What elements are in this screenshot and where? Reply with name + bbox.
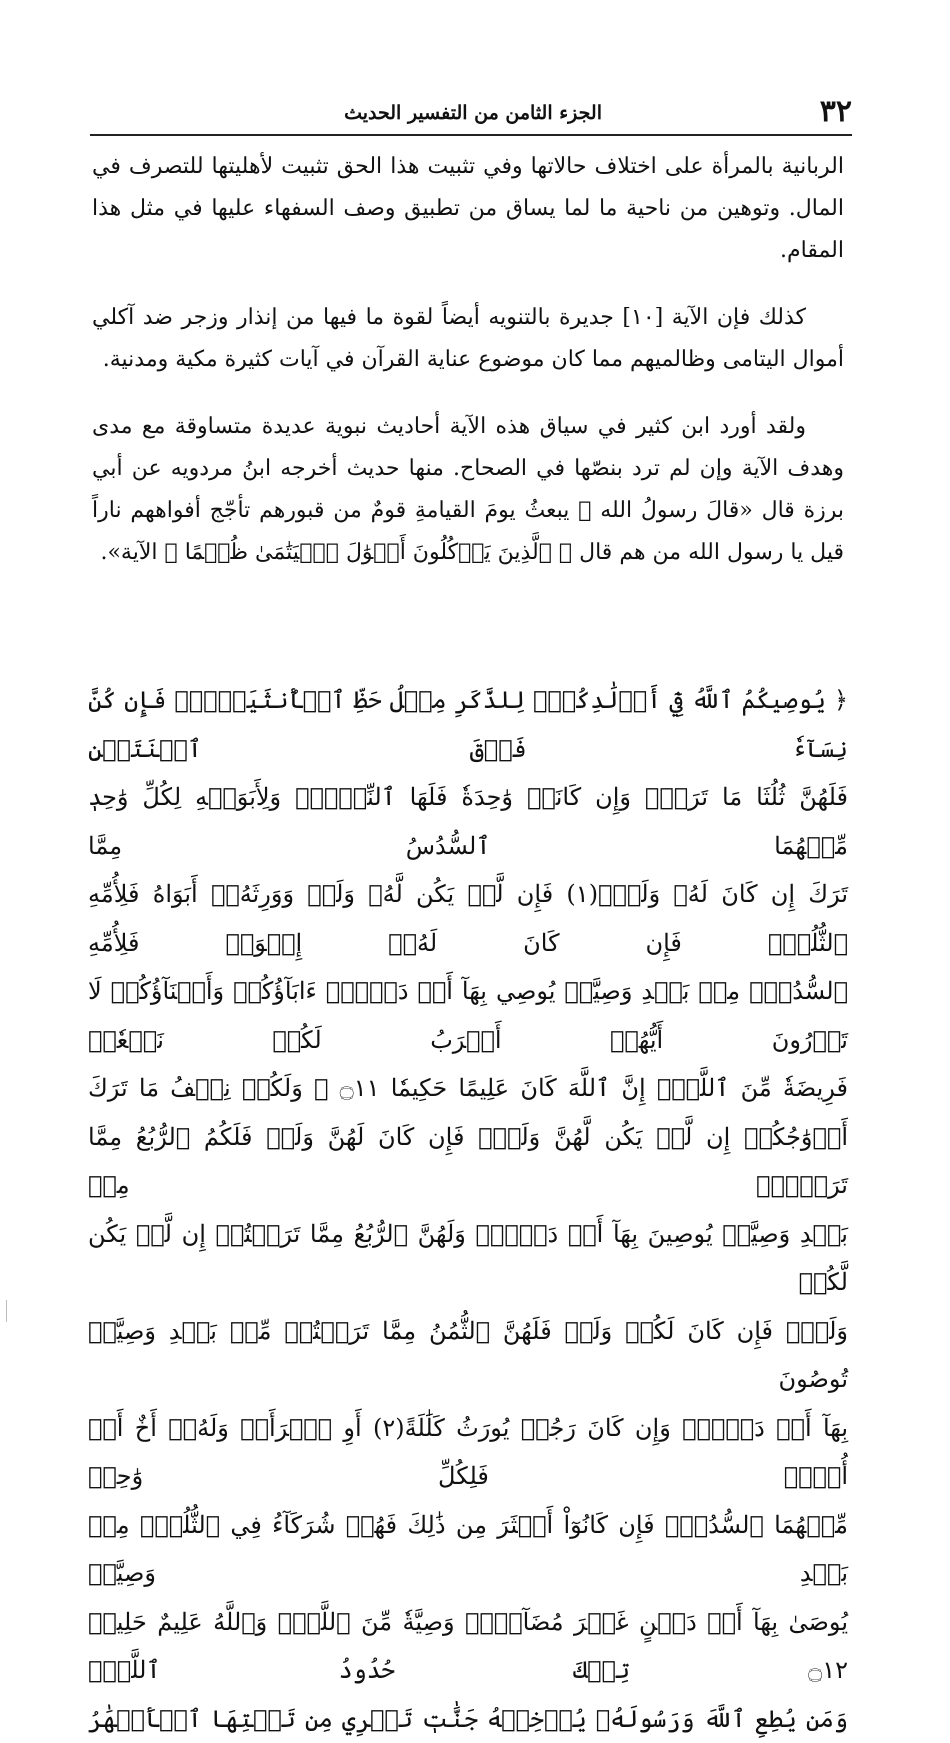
quran-line: وَلَدٞۚ فَإِن كَانَ لَكُمۡ وَلَدٞ فَلَهُنَّ ٱلثُّمُنُ مِمَّا تَرَكۡتُمۚ مِّنۢ بَعۡدِ وَصِيَّةٖ تُوصُونَ (88, 1307, 848, 1404)
commentary-text (92, 146, 844, 599)
quran-line: فَلَهُنَّ ثُلُثَا مَا تَرَكَۖ وَإِن كَانَتۡ وَٰحِدَةٗ فَلَهَا ٱلنِّصۡفُۚ وَلِأَبَوَيۡهِ لِكُلِّ وَٰحِدٖ مِّنۡهُمَا ٱلسُّدُسُ مِمَّا (88, 773, 848, 870)
header-divider (90, 134, 852, 136)
scan-margin-mark (6, 1300, 11, 1322)
quran-passage (88, 676, 848, 1743)
running-title: الجزء الثامن من التفسير الحديث (344, 98, 602, 128)
quran-line: وَمَن يُطِعِ ٱللَّهَ وَرَسُولَهُۥ يُدۡخِلۡهُ جَنَّٰتٖ تَجۡرِي مِن تَحۡتِهَا ٱلۡأَنۡهَٰرُ (88, 1695, 848, 1743)
paragraph: كذلك فإن الآية [١٠] جديرة بالتنويه أيضاً لقوة ما فيها من إنذار وزجر ضد آكلي أموال اليتامى وظالميهم مما كان موضوع عناية القرآن في آيات كثيرة مكية ومدنية. (92, 297, 844, 381)
quran-line: ٱلسُّدُسُۚ مِنۢ بَعۡدِ وَصِيَّةٖ يُوصِي بِهَآ أَوۡ دَيۡنٍۗ ءَابَآؤُكُمۡ وَأَبۡنَآؤُكُمۡ لَا تَدۡرُونَ أَيُّهُمۡ أَقۡرَبُ لَكُمۡ نَفۡعٗاۚ (88, 967, 848, 1064)
quran-line: مِّنۡهُمَا ٱلسُّدُسُۚ فَإِن كَانُوٓاْ أَكۡثَرَ مِن ذَٰلِكَ فَهُمۡ شُرَكَآءُ فِي ٱلثُّلُثِۚ مِنۢ بَعۡدِ وَصِيَّةٖ (88, 1501, 848, 1598)
quran-line: تَرَكَ إِن كَانَ لَهُۥ وَلَدٞۚ(١) فَإِن لَّمۡ يَكُن لَّهُۥ وَلَدٞ وَوَرِثَهُۥٓ أَبَوَاهُ فَلِأُمِّهِ ٱلثُّلُثُۚ فَإِن كَانَ لَهُۥٓ إِخۡوَةٞ فَلِأُمِّهِ (88, 870, 848, 967)
page-number: ٣٢ (820, 92, 852, 132)
paragraph: الربانية بالمرأة على اختلاف حالاتها وفي تثبيت هذا الحق تثبيت لأهليتها للتصرف في المال. وتوهين من ناحية ما لما يساق من تطبيق وصف السفهاء عليها في مثل هذا المقام. (92, 146, 844, 272)
quran-line: يُوصَىٰ بِهَآ أَوۡ دَيۡنٍ غَيۡرَ مُضَآرّٖۚ وَصِيَّةٗ مِّنَ ٱللَّهِۗ وَٱللَّهُ عَلِيمٌ حَلِيمٞ ۝١٢ تِلۡكَ حُدُودُ ٱللَّهِۚ (88, 1598, 848, 1695)
quran-line: فَرِيضَةٗ مِّنَ ٱللَّهِۗ إِنَّ ٱللَّهَ كَانَ عَلِيمًا حَكِيمٗا ۝١١ ۞ وَلَكُمۡ نِصۡفُ مَا تَرَكَ (88, 1064, 848, 1113)
quran-line: ﴿ يُوصِيكُمُ ٱللَّهُ فِيٓ أَوۡلَٰدِكُمۡۖ لِلذَّكَرِ مِثۡلُ حَظِّ ٱلۡأُنثَيَيۡنِۚ فَإِن كُنَّ نِسَآءٗ فَوۡقَ ٱثۡنَتَيۡنِ (88, 676, 848, 773)
quran-line: أَزۡوَٰجُكُمۡ إِن لَّمۡ يَكُن لَّهُنَّ وَلَدٞۚ فَإِن كَانَ لَهُنَّ وَلَدٞ فَلَكُمُ ٱلرُّبُعُ مِمَّا تَرَكۡنَۚ مِنۢ (88, 1113, 848, 1210)
page-header (90, 92, 852, 132)
quran-line: بَعۡدِ وَصِيَّةٖ يُوصِينَ بِهَآ أَوۡ دَيۡنٖۚ وَلَهُنَّ ٱلرُّبُعُ مِمَّا تَرَكۡتُمۡ إِن لَّمۡ يَكُن لَّكُمۡ (88, 1210, 848, 1307)
quran-line: بِهَآ أَوۡ دَيۡنٖۗ وَإِن كَانَ رَجُلٞ يُورَثُ كَلَٰلَةً(٢) أَوِ ٱمۡرَأَةٞ وَلَهُۥٓ أَخٌ أَوۡ أُخۡتٞ فَلِكُلِّ وَٰحِدٖ (88, 1404, 848, 1501)
paragraph: ولقد أورد ابن كثير في سياق هذه الآية أحاديث نبوية عديدة متساوقة مع مدى وهدف الآية وإن لم ترد بنصّها في الصحاح. منها حديث أخرجه ابنُ مردويه عن أبي برزة قال «قالَ رسولُ الله ﷺ يبعثُ يومَ القيامةِ قومٌ من قبورهم تأجّج أفواههم ناراً قيل يا رسول الله من هم قال ﴿ ٱلَّذِينَ يَأۡكُلُونَ أَمۡوَٰلَ ٱلۡيَتَٰمَىٰ ظُلۡمًا ﴾ الآية». (92, 406, 844, 574)
